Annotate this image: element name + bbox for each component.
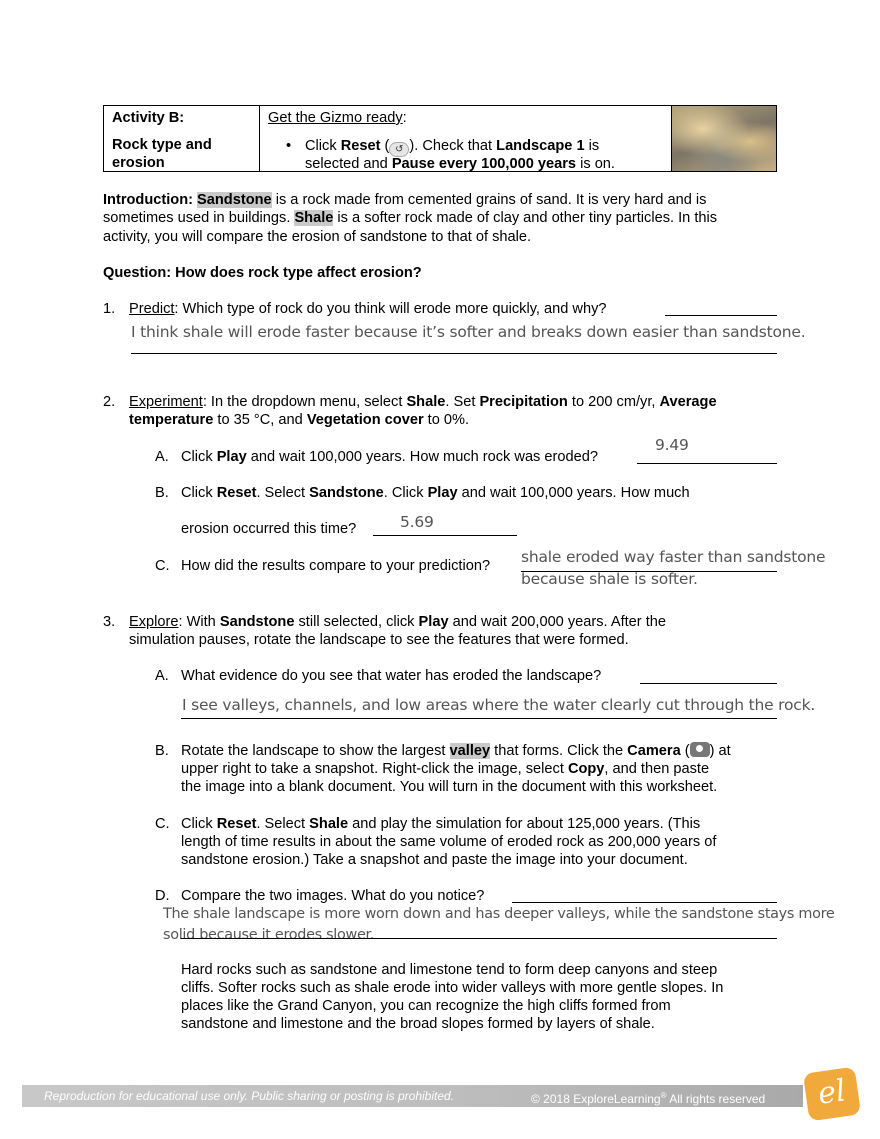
q3a-prompt: What evidence do you see that water has eroded the landscape?	[181, 668, 602, 684]
q3d-letter: D.	[155, 888, 170, 904]
q2-number: 2.	[103, 394, 116, 410]
q3a-answer-line-2[interactable]	[181, 718, 777, 719]
explorelearning-logo: el	[803, 1067, 861, 1122]
q2c-answer-line-1: shale eroded way faster than sandstone	[521, 548, 826, 566]
q3d-answer-line-1[interactable]	[512, 902, 777, 903]
activity-label: Activity B:	[112, 110, 185, 126]
q2a-letter: A.	[155, 449, 169, 465]
q1-answer: I think shale will erode faster because it’s softer and breaks down easier than sandstone.	[131, 323, 806, 341]
note-line-1: Hard rocks such as sandstone and limestone tend to form deep canyons and steep	[181, 962, 718, 978]
setup-line-2: selected and Pause every 100,000 years is on.	[305, 156, 615, 172]
q3c-letter: C.	[155, 816, 170, 832]
q2a-answer-line[interactable]	[637, 463, 777, 464]
bullet: •	[286, 138, 292, 154]
q3-number: 3.	[103, 614, 116, 630]
q2a-answer: 9.49	[655, 436, 689, 454]
footer-bar	[22, 1085, 803, 1107]
q1-answer-line-1[interactable]	[665, 315, 777, 316]
q2b-answer-line[interactable]	[373, 535, 517, 536]
q2b-prompt-line-2: erosion occurred this time?	[181, 521, 357, 537]
q2b-letter: B.	[155, 485, 169, 501]
camera-icon	[690, 742, 710, 757]
q2c-letter: C.	[155, 558, 170, 574]
q3c-prompt-line-1: Click Reset. Select Shale and play the simulation for about 125,000 years. (This	[181, 816, 701, 832]
activity-topic: Rock type and erosion	[112, 137, 212, 171]
q2a-prompt: Click Play and wait 100,000 years. How much rock was eroded?	[181, 449, 598, 465]
q3c-prompt-line-2: length of time results in about the same volume of eroded rock as 200,000 years of	[181, 834, 717, 850]
note-line-3: places like the Grand Canyon, you can recognize the high cliffs formed from	[181, 998, 671, 1014]
intro-line-3: activity, you will compare the erosion of sandstone to that of shale.	[103, 229, 532, 245]
gizmo-ready-heading: Get the Gizmo ready:	[268, 110, 407, 126]
q3a-answer-line-1[interactable]	[640, 683, 777, 684]
q3c-prompt-line-3: sandstone erosion.) Take a snapshot and paste the image into your document.	[181, 852, 688, 868]
q2c-answer-line-2: because shale is softer.	[521, 570, 698, 588]
q3d-answer-line-2-text: solid because it erodes slower.	[163, 927, 375, 943]
landscape-thumbnail	[671, 106, 776, 171]
intro-line-2: sometimes used in buildings. Shale is a softer rock made of clay and other tiny particles. In this	[103, 210, 718, 226]
q3b-prompt-line-2: upper right to take a snapshot. Right-click the image, select Copy, and then paste	[181, 761, 710, 777]
q2-prompt-line-1: Experiment: In the dropdown menu, select Shale. Set Precipitation to 200 cm/yr, Average	[129, 394, 717, 410]
question-heading: Question: How does rock type affect erosion?	[103, 265, 422, 281]
setup-line-1: Click Reset ( ↺ ). Check that Landscape 1 is	[305, 138, 600, 155]
q3d-answer-line-2[interactable]	[181, 938, 777, 939]
q2b-prompt-line-1: Click Reset. Select Sandstone. Click Play and wait 100,000 years. How much	[181, 485, 690, 501]
q2c-prompt: How did the results compare to your prediction?	[181, 558, 491, 574]
q2b-answer: 5.69	[400, 513, 434, 531]
q3-prompt-line-2: simulation pauses, rotate the landscape to see the features that were formed.	[129, 632, 629, 648]
footer-copyright: © 2018 ExploreLearning® All rights reserved	[531, 1091, 766, 1106]
q2-prompt-line-2: temperature to 35 °C, and Vegetation cover to 0%.	[129, 412, 470, 428]
q1-prompt: Predict: Which type of rock do you think will erode more quickly, and why?	[129, 301, 607, 317]
note-line-2: cliffs. Softer rocks such as shale erode into wider valleys with more gentle slopes. In	[181, 980, 724, 996]
note-line-4: sandstone and limestone and the broad slopes formed by layers of shale.	[181, 1016, 655, 1032]
q3a-answer: I see valleys, channels, and low areas where the water clearly cut through the rock.	[182, 696, 816, 714]
q3a-letter: A.	[155, 668, 169, 684]
intro-line-1: Introduction: Sandstone is a rock made from cemented grains of sand. It is very hard and is	[103, 192, 707, 208]
q3d-answer-line-1-text: The shale landscape is more worn down and has deeper valleys, while the sandstone stays more	[163, 906, 835, 922]
q3-prompt-line-1: Explore: With Sandstone still selected, click Play and wait 200,000 years. After the	[129, 614, 667, 630]
q3b-letter: B.	[155, 743, 169, 759]
q3b-prompt-line-3: the image into a blank document. You will turn in the document with this worksheet.	[181, 779, 718, 795]
activity-cell	[104, 106, 260, 171]
activity-header-table	[103, 105, 777, 172]
q1-number: 1.	[103, 301, 116, 317]
reset-icon: ↺	[389, 142, 409, 157]
q3b-prompt-line-1: Rotate the landscape to show the largest valley that forms. Click the Camera ( ) at	[181, 743, 731, 759]
q3d-prompt: Compare the two images. What do you notice?	[181, 888, 485, 904]
q1-answer-line-2[interactable]	[131, 353, 777, 354]
footer-notice: Reproduction for educational use only. Public sharing or posting is prohibited.	[44, 1089, 455, 1103]
